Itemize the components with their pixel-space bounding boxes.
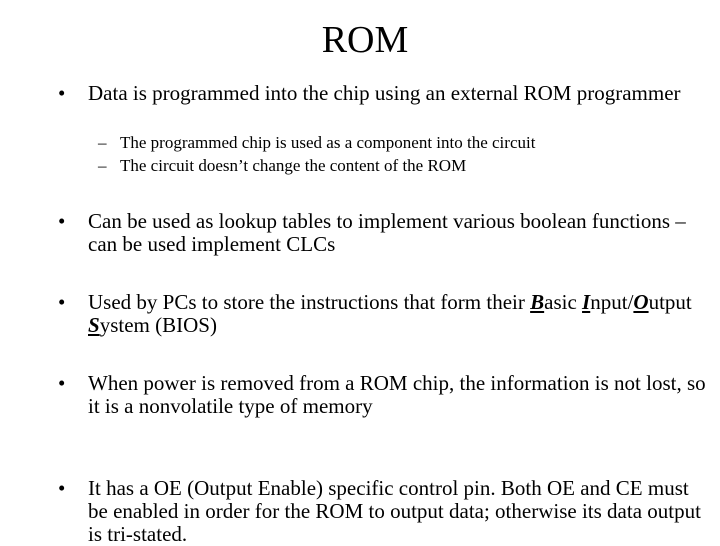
sub-bullet-component [98,131,698,154]
bullet-marker: • [58,209,66,233]
bullet-text: It has a OE (Output Enable) specific control pin. Both OE and CE must be enabled in order for the ROM to output data; otherwise its data output is tri-stated. [88,476,701,546]
slide-title: ROM [321,19,409,61]
bullet-text: Data is programmed into the chip using an external ROM programmer [88,81,681,105]
bullet-marker: • [58,371,66,395]
bullet-text: When power is removed from a ROM chip, the information is not lost, so it is a nonvolatile type of memory [88,371,706,418]
bullet-bios [58,291,708,337]
bios-text-pre: Used by PCs to store the instructions that form their [88,290,531,314]
bios-word-input: nput/ [590,290,634,314]
bullet-lookup-tables [58,210,708,256]
bios-word-output: utput [648,290,692,314]
bios-word-basic: asic [544,290,583,314]
dash-marker: – [98,156,107,175]
bullet-marker: • [58,81,66,105]
bullet-output-enable [58,477,708,546]
dash-marker: – [98,133,107,152]
bullet-marker: • [58,476,66,500]
bios-letter-o: O [633,290,649,314]
bullet-text: Can be used as lookup tables to implement various boolean functions – can be used implement CLCs [88,209,686,256]
sub-bullet-text: The programmed chip is used as a component into the circuit [120,133,536,152]
bios-letter-i: I [582,290,591,314]
bullet-marker: • [58,290,66,314]
bullet-external-programmer [58,82,708,105]
bios-letter-b: B [530,290,545,314]
bios-letter-s: S [88,313,100,337]
bios-word-system: ystem (BIOS) [99,313,217,337]
sub-bullet-content [98,154,698,177]
bullet-nonvolatile [58,372,708,418]
sub-bullet-text: The circuit doesn’t change the content of the ROM [120,156,467,175]
bullet-text [88,291,708,337]
